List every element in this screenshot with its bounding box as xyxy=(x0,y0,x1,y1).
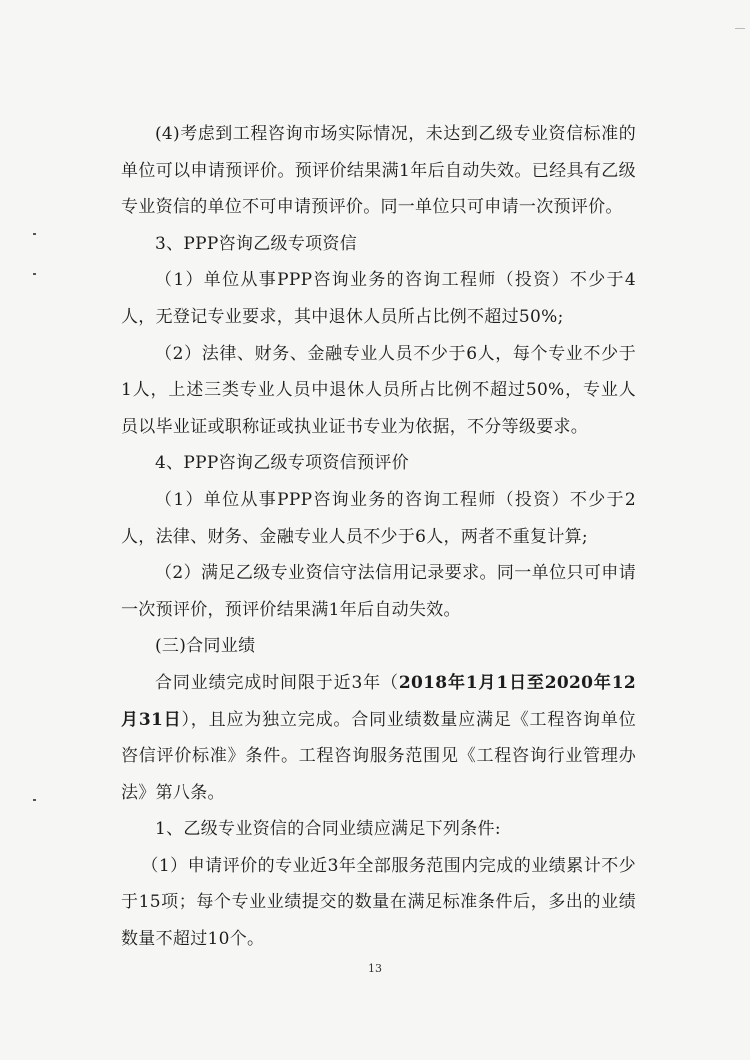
heading-grade-b-contracts: 1、乙级专业资信的合同业绩应满足下列条件: xyxy=(155,819,501,840)
paragraph-ppp-item-1: （1）单位从事PPP咨询业务的咨询工程师（投资）不少于4人，无登记专业要求，其中退休人员所占比例不超过50%; xyxy=(121,270,636,327)
paragraph-ppp-item-2: （2）法律、财务、金融专业人员不少于6人，每个专业不少于1人，上述三类专业人员中退休人员所占比例不超过50%，专业人员以毕业证或职称证或执业证书专业为依据，不分等级要求。 xyxy=(121,343,636,437)
paragraph-contract-item-1: （1）申请评价的专业近3年全部服务范围内完成的业绩累计不少于15项；每个专业业绩提交的数量在满足标准条件后，多出的业绩数量不超过10个。 xyxy=(121,855,636,950)
scan-mark xyxy=(735,28,745,29)
body-text xyxy=(121,116,636,958)
paragraph-pre-evaluation-note: (4)考虑到工程咨询市场实际情况，未达到乙级专业资信标准的单位可以申请预评价。预评价结果满1年后自动失效。已经具有乙级专业资信的单位不可申请预评价。同一单位只可申请一次预评价。 xyxy=(121,124,636,218)
scan-mark xyxy=(33,799,36,801)
contract-text-before: 合同业绩完成时间限于近3年（ xyxy=(155,672,399,693)
page-number: 13 xyxy=(368,962,382,975)
contract-text-after: ），且应为独立完成。合同业绩数量应满足《工程咨询单位咨信评价标准》条件。工程咨询服务范围见《工程咨询行业管理办法》第八条。 xyxy=(121,709,636,803)
paragraph-contract-period xyxy=(121,665,636,811)
paragraph-pre-eval-item-2: （2）满足乙级专业资信守法信用记录要求。同一单位只可申请一次预评价，预评价结果满1年后自动失效。 xyxy=(121,563,636,620)
contract-date-range: 2018年1月1日至2020年12月31日 xyxy=(121,672,636,730)
scan-mark xyxy=(33,273,36,275)
heading-ppp-grade-b: 3、PPP咨询乙级专项资信 xyxy=(155,233,358,254)
scan-mark xyxy=(33,233,36,235)
paragraph-pre-eval-item-1: （1）单位从事PPP咨询业务的咨询工程师（投资）不少于2人，法律、财务、金融专业人员不少于6人，两者不重复计算; xyxy=(121,489,636,547)
heading-contract-performance: (三)合同业绩 xyxy=(155,636,256,657)
heading-ppp-pre-evaluation: 4、PPP咨询乙级专项资信预评价 xyxy=(155,453,409,474)
